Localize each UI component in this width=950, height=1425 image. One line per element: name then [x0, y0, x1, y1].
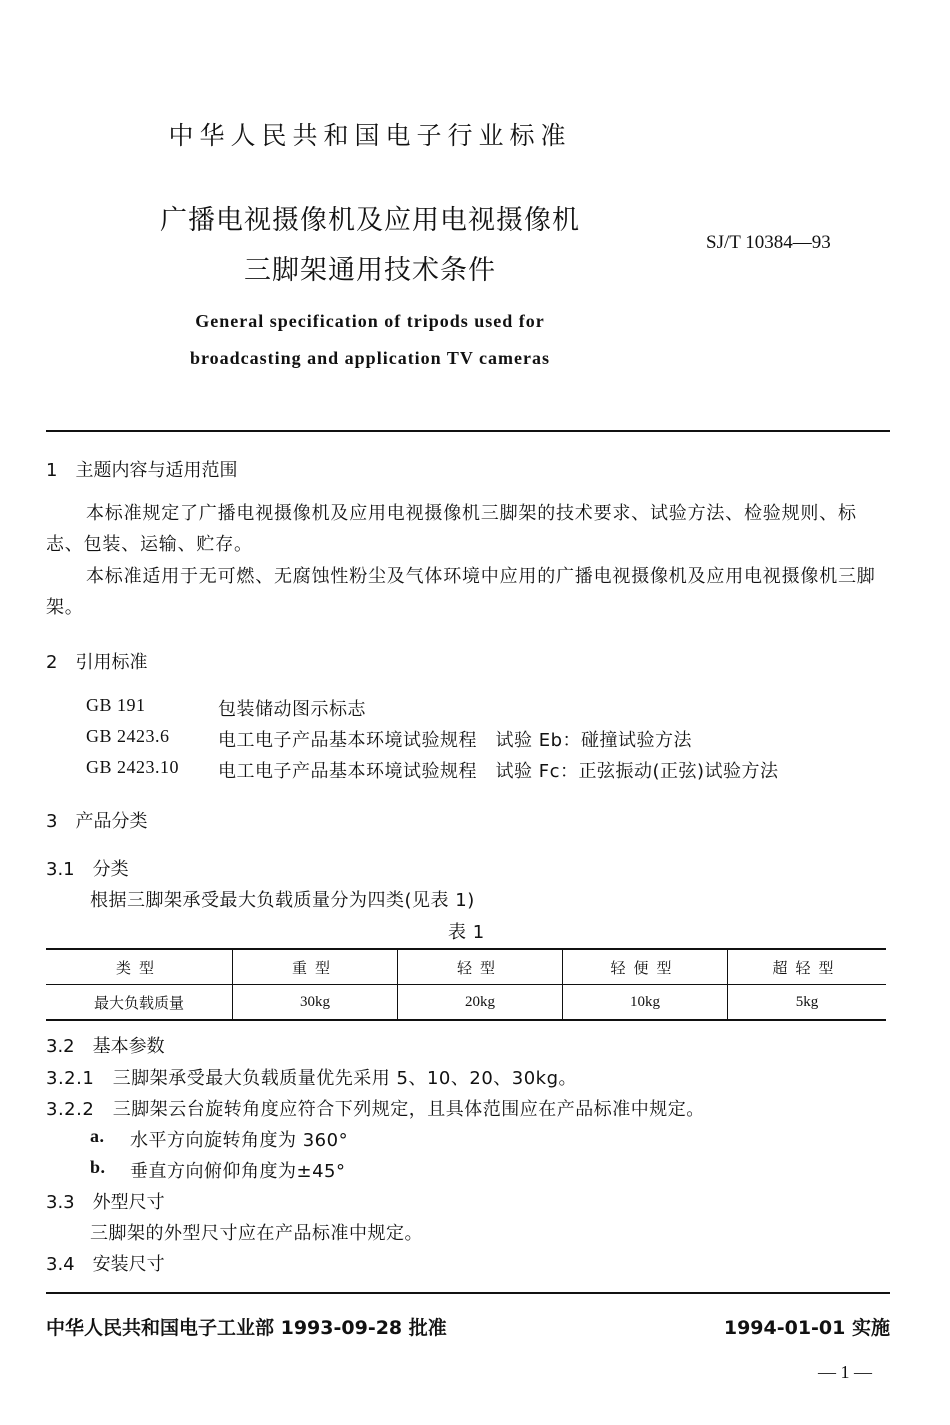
header-rule: [46, 430, 890, 432]
approval-line: 中华人民共和国电子工业部 1993-09-28 批准: [46, 1317, 447, 1339]
ref-code-3: GB 2423.10: [86, 757, 180, 777]
table-header-row: [46, 949, 886, 985]
ref-text-2: 电工电子产品基本环境试验规程 试验 Eb：碰撞试验方法: [218, 730, 693, 751]
section-1-title: 1 主题内容与适用范围: [46, 460, 238, 481]
ref-text-1: 包装储动图示标志: [218, 699, 366, 720]
table-cell-label: 最大负载质量: [46, 985, 233, 1021]
section-3-title: 3 产品分类: [46, 811, 148, 832]
section-1-paragraph-2: [46, 561, 890, 623]
item-a-text: 水平方向旋转角度为 360°: [130, 1130, 349, 1151]
ref-code-2: GB 2423.6: [86, 726, 170, 746]
table-header-type: 类型: [46, 949, 233, 985]
ref-code-1: GB 191: [86, 695, 146, 715]
standard-org-header: 中华人民共和国电子行业标准: [168, 121, 572, 150]
section-3-4-title: 3.4 安装尺寸: [46, 1254, 165, 1275]
table-cell-light: 20kg: [398, 985, 563, 1021]
item-b-label: b.: [90, 1157, 106, 1177]
title-line-2: 三脚架通用技术条件: [244, 255, 496, 286]
title-line-1: 广播电视摄像机及应用电视摄像机: [160, 205, 580, 236]
section-3-3-title: 3.3 外型尺寸: [46, 1192, 165, 1213]
english-title-line-2: broadcasting and application TV cameras: [189, 348, 551, 368]
table-cell-ultralight: 5kg: [728, 985, 887, 1021]
section-3-1-text: 根据三脚架承受最大负载质量分为四类(见表 1): [90, 890, 475, 911]
table-header-portable: 轻便型: [563, 949, 728, 985]
english-title-line-1: General specification of tripods used for: [195, 311, 545, 331]
load-class-table: [46, 948, 886, 1021]
table-header-light: 轻型: [398, 949, 563, 985]
effective-date: 1994-01-01 实施: [723, 1317, 890, 1339]
section-2-title: 2 引用标准: [46, 652, 148, 673]
section-3-2-2: 3.2.2 三脚架云台旋转角度应符合下列规定，且具体范围应在产品标准中规定。: [46, 1099, 705, 1120]
footer-rule: [46, 1292, 890, 1294]
section-1-paragraph-1: [46, 498, 890, 560]
item-b-text: 垂直方向俯仰角度为±45°: [130, 1161, 346, 1182]
section-3-2-title: 3.2 基本参数: [46, 1036, 165, 1057]
table-caption: 表 1: [448, 922, 485, 943]
section-3-2-1: 3.2.1 三脚架承受最大负载质量优先采用 5、10、20、30kg。: [46, 1068, 578, 1089]
ref-text-3: 电工电子产品基本环境试验规程 试验 Fc：正弦振动(正弦)试验方法: [218, 761, 779, 782]
page-number: — 1 —: [818, 1362, 872, 1382]
section-3-1-title: 3.1 分类: [46, 859, 129, 880]
section-1-paragraph-2-text: 本标准适用于无可燃、无腐蚀性粉尘及气体环境中应用的广播电视摄像机及应用电视摄像机三脚架。: [46, 566, 876, 618]
table-cell-portable: 10kg: [563, 985, 728, 1021]
section-3-3-text: 三脚架的外型尺寸应在产品标准中规定。: [90, 1223, 423, 1244]
table-header-heavy: 重型: [233, 949, 398, 985]
standard-code: SJ/T 10384—93: [706, 232, 831, 253]
table-row: [46, 985, 886, 1021]
table-header-ultralight: 超轻型: [728, 949, 887, 985]
table-cell-heavy: 30kg: [233, 985, 398, 1021]
section-1-paragraph-1-text: 本标准规定了广播电视摄像机及应用电视摄像机三脚架的技术要求、试验方法、检验规则、标志、包装、运输、贮存。: [46, 503, 857, 555]
item-a-label: a.: [90, 1126, 105, 1146]
